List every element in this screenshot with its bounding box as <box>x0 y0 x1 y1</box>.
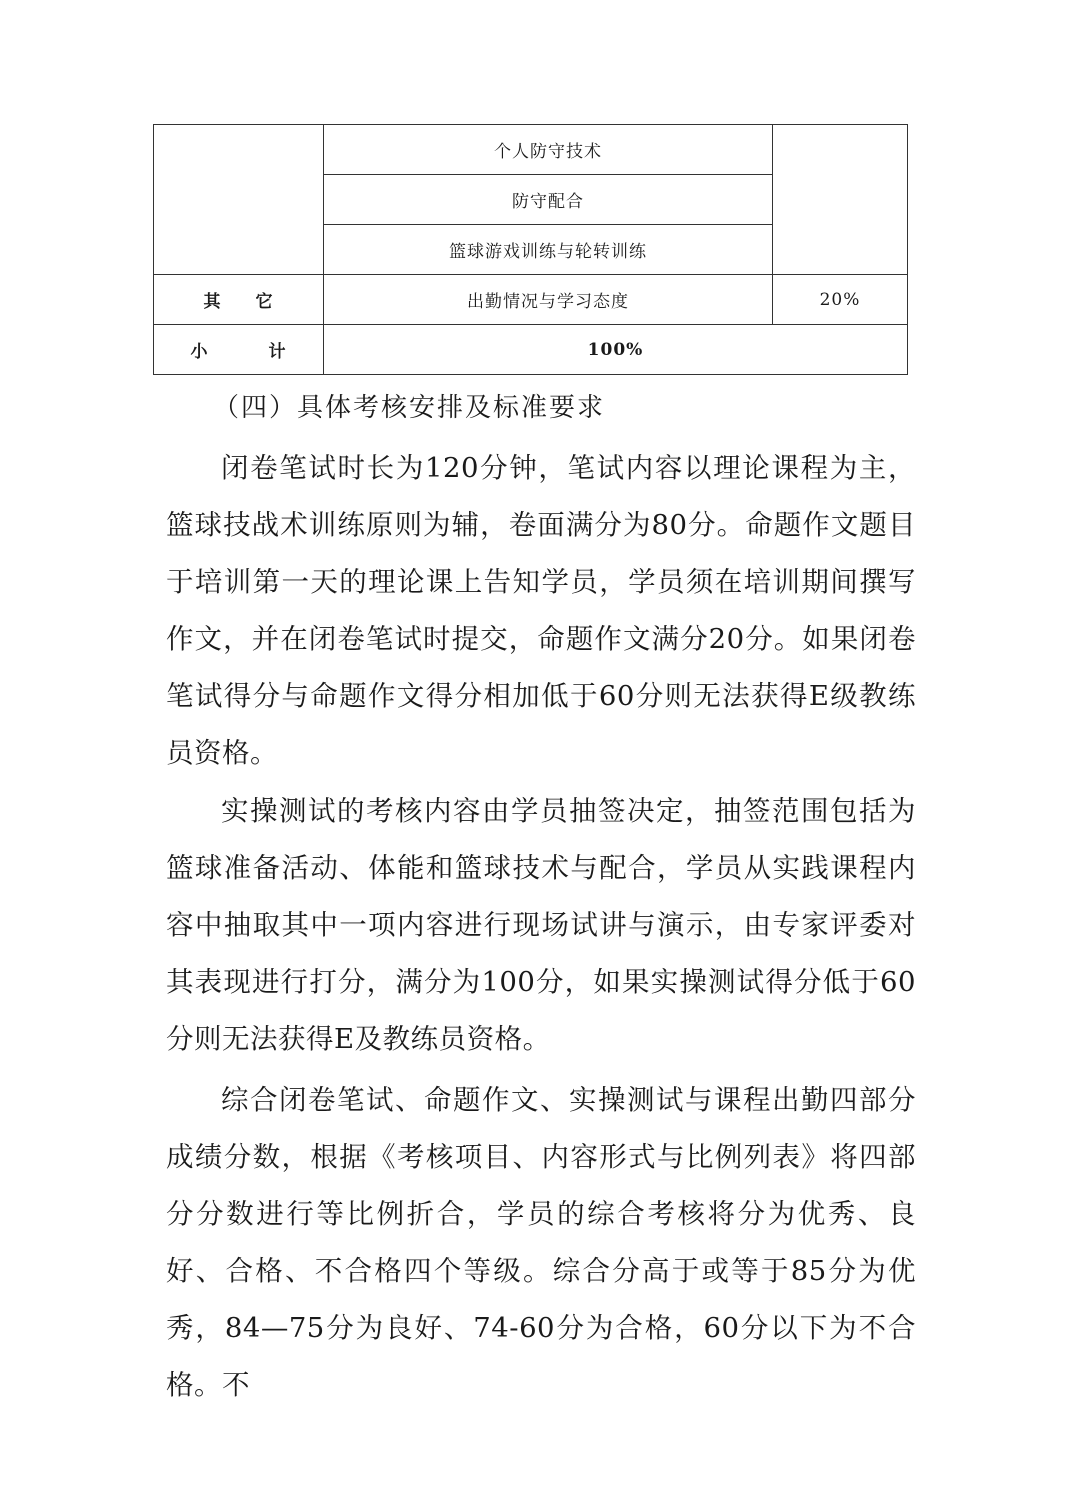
table-row-other <box>154 275 908 325</box>
ratio-cell-empty <box>773 125 908 275</box>
content-cell: 个人防守技术 <box>324 125 773 175</box>
paragraph-overall-grading: 综合闭卷笔试、命题作文、实操测试与课程出勤四部分成绩分数，根据《考核项目、内容形式与比例列表》将四部分分数进行等比例折合，学员的综合考核将分为优秀、良好、合格、不合格四个等级。综合分高于或等于85分为优秀，84—75分为良好、74-60分为合格，60分以下为不合格。不 <box>166 1084 916 1401</box>
assessment-table <box>153 124 908 375</box>
subtotal-char: 计 <box>268 342 287 362</box>
table-row-subtotal <box>154 325 908 375</box>
subtotal-total-cell: 100% <box>324 325 908 375</box>
category-char: 它 <box>255 292 274 312</box>
content-cell: 出勤情况与学习态度 <box>324 275 773 325</box>
table-row <box>154 125 908 175</box>
category-char: 其 <box>203 292 222 312</box>
category-cell-other <box>154 275 324 325</box>
ratio-cell: 20% <box>773 275 908 325</box>
paragraph-written-exam: 闭卷笔试时长为120分钟，笔试内容以理论课程为主，篮球技战术训练原则为辅，卷面满分为80分。命题作文题目于培训第一天的理论课上告知学员，学员须在培训期间撰写作文，并在闭卷笔试时提交，命题作文满分20分。如果闭卷笔试得分与命题作文得分相加低于60分则无法获得E级教练员资格。 <box>166 452 916 769</box>
section-heading: （四）具体考核安排及标准要求 <box>213 393 606 423</box>
subtotal-char: 小 <box>190 342 209 362</box>
content-cell: 防守配合 <box>324 175 773 225</box>
content-cell: 篮球游戏训练与轮转训练 <box>324 225 773 275</box>
category-cell-empty <box>154 125 324 275</box>
paragraph-practical-test: 实操测试的考核内容由学员抽签决定，抽签范围包括为篮球准备活动、体能和篮球技术与配合，学员从实践课程内容中抽取其中一项内容进行现场试讲与演示，由专家评委对其表现进行打分，满分为100分，如果实操测试得分低于60分则无法获得E及教练员资格。 <box>166 795 916 1055</box>
subtotal-label-cell <box>154 325 324 375</box>
